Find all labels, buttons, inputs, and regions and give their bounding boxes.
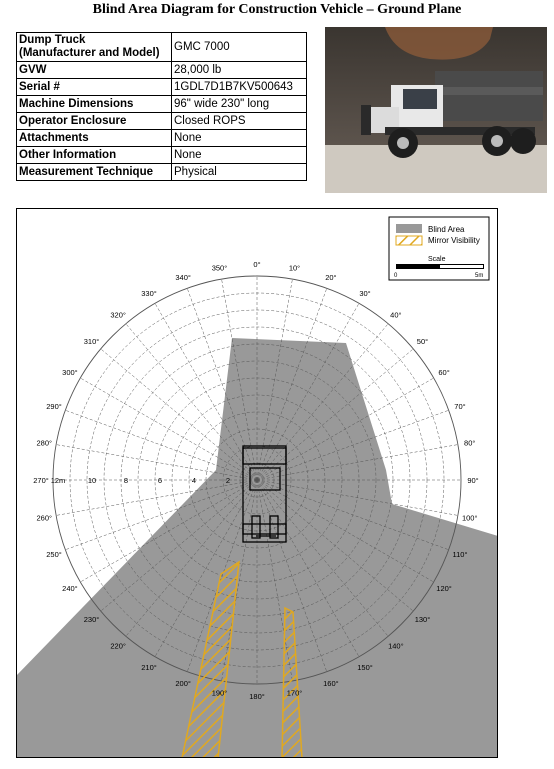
spec-value-serial: 1GDL7D1B7KV500643 — [172, 79, 307, 96]
angle-label: 290° — [46, 402, 62, 412]
spec-label-gvw: GVW — [17, 62, 172, 79]
spec-label-dimensions: Machine Dimensions — [17, 96, 172, 113]
legend-mirror-swatch — [396, 236, 422, 245]
spec-value-other: None — [172, 147, 307, 164]
angle-label: 30° — [359, 288, 371, 298]
angle-label: 70° — [454, 402, 466, 412]
legend-scale-start: 0 — [394, 273, 398, 279]
angle-label: 240° — [62, 584, 78, 593]
blind-area-diagram — [16, 208, 498, 758]
spec-value-enclosure: Closed ROPS — [172, 113, 307, 130]
legend — [389, 217, 489, 280]
radius-label: 4 — [191, 476, 197, 485]
angle-label: 220° — [110, 641, 126, 651]
spec-label-serial: Serial # — [17, 79, 172, 96]
angle-label: 170° — [286, 688, 303, 698]
angle-label: 270° — [33, 476, 49, 485]
angle-label: 20° — [325, 273, 337, 283]
truck-photo — [325, 27, 547, 193]
angle-label: 330° — [141, 288, 157, 298]
spec-label-attachments: Attachments — [17, 130, 172, 147]
angle-label: 0° — [253, 260, 261, 269]
spec-value-vehicle: GMC 7000 — [172, 33, 307, 62]
angle-label: 190° — [211, 688, 228, 698]
spec-row-other — [17, 147, 307, 164]
angle-label: 310° — [83, 337, 100, 347]
radius-label: 8 — [123, 476, 129, 485]
spec-row-gvw — [17, 62, 307, 79]
angle-label: 260° — [36, 513, 53, 523]
angle-label: 210° — [141, 663, 157, 673]
spec-value-dimensions: 96" wide 230" long — [172, 96, 307, 113]
spec-row-serial — [17, 79, 307, 96]
spec-row-technique — [17, 164, 307, 181]
angle-label: 130° — [414, 614, 431, 624]
spec-row-attachments — [17, 130, 307, 147]
spec-row-dimensions — [17, 96, 307, 113]
specs-table — [16, 32, 307, 181]
angle-label: 300° — [62, 368, 78, 377]
blind-area-diagram-svg — [16, 208, 498, 758]
angle-label: 80° — [464, 438, 476, 448]
spec-value-gvw: 28,000 lb — [172, 62, 307, 79]
spec-label-enclosure: Operator Enclosure — [17, 113, 172, 130]
radius-label: 2 — [225, 476, 231, 485]
angle-label: 350° — [211, 263, 228, 273]
angle-label: 280° — [36, 438, 53, 448]
angle-label: 150° — [357, 663, 373, 673]
radius-label: 10 — [87, 476, 97, 485]
radius-label: 6 — [157, 476, 163, 485]
angle-label: 140° — [388, 641, 404, 651]
angle-label: 200° — [175, 678, 191, 688]
legend-scale-end: 5m — [475, 273, 484, 279]
angle-label: 320° — [110, 310, 126, 320]
spec-row-vehicle — [17, 33, 307, 62]
angle-label: 230° — [83, 614, 100, 624]
angle-label: 180° — [249, 692, 265, 701]
angle-label: 120° — [436, 584, 452, 593]
radius-label: 12m — [50, 476, 66, 485]
spec-row-enclosure — [17, 113, 307, 130]
spec-value-attachments: None — [172, 130, 307, 147]
angle-label: 40° — [390, 310, 402, 320]
spec-value-technique: Physical — [172, 164, 307, 181]
spec-label — [17, 33, 172, 62]
page-title: Blind Area Diagram for Construction Vehicle – Ground Plane — [92, 2, 462, 17]
angle-label: 10° — [288, 263, 301, 273]
legend-scale-title: Scale — [428, 256, 446, 263]
angle-label: 340° — [175, 273, 191, 283]
angle-label: 160° — [323, 678, 339, 688]
angle-label: 50° — [416, 337, 429, 347]
legend-mirror-label: Mirror Visibility — [428, 236, 480, 245]
spec-label-vehicle: Dump Truck (Manufacturer and Model) — [19, 34, 160, 59]
spec-label-technique: Measurement Technique — [17, 164, 172, 181]
angle-label: 90° — [467, 476, 479, 485]
legend-blind-label: Blind Area — [428, 225, 465, 234]
angle-label: 250° — [46, 549, 62, 559]
angle-label: 100° — [461, 513, 478, 523]
spec-label-other: Other Information — [17, 147, 172, 164]
legend-blind-swatch — [396, 224, 422, 233]
angle-label: 110° — [452, 549, 468, 559]
angle-label: 60° — [438, 368, 450, 377]
